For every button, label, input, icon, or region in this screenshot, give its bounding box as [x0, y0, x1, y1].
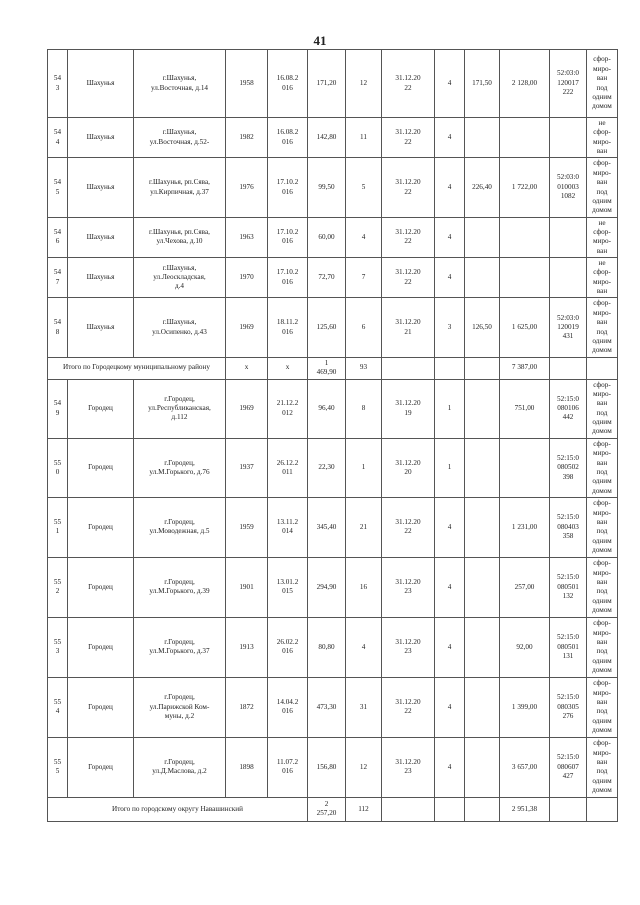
resettlement-date-cell: 31.12.20 22 — [382, 50, 435, 118]
total-label: Итого по городскому округу Навашинский — [48, 797, 308, 821]
land-status-cell: не сфор- миро- ван — [587, 258, 618, 298]
address-cell: г.Городец, ул.Парижской Ком- муны, д.2 — [134, 677, 226, 737]
land-area-cell — [465, 217, 500, 257]
residents-count-cell: 11 — [346, 118, 382, 158]
table-row — [48, 438, 618, 497]
address-cell: г.Шахунья, ул.Восточная, д.52- — [134, 118, 226, 158]
address-cell: г.Городец, ул.Моводежная, д.5 — [134, 497, 226, 557]
stage-cell: 4 — [435, 118, 465, 158]
residents-count-cell: 21 — [346, 497, 382, 557]
build-year-cell: 1976 — [226, 158, 268, 217]
table-row — [48, 677, 618, 737]
cadastral-number-cell: 52:15:0 080502 398 — [550, 438, 587, 497]
table-row — [48, 158, 618, 217]
address-cell: г.Городец, ул.М.Горького, д.39 — [134, 557, 226, 617]
stage-cell: 4 — [435, 217, 465, 257]
residents-count-cell: 12 — [346, 50, 382, 118]
cadastral-number-cell: 52:15:0 080106 442 — [550, 379, 587, 438]
area-cell: 22,30 — [308, 438, 346, 497]
build-year-cell: 1969 — [226, 379, 268, 438]
row-number-cell: 55 2 — [48, 557, 68, 617]
row-number-cell: 54 6 — [48, 217, 68, 257]
land-status-cell: сфор- миро- ван под одним домом — [587, 298, 618, 357]
cost-cell — [500, 258, 550, 298]
empty-cell — [382, 357, 435, 379]
area-cell: 142,80 — [308, 118, 346, 158]
address-cell: г.Городец, ул.Республиканская, д.112 — [134, 379, 226, 438]
municipality-cell: Шахунья — [68, 158, 134, 217]
stage-cell: 1 — [435, 379, 465, 438]
build-year-cell: 1913 — [226, 617, 268, 677]
resettlement-date-cell: 31.12.20 19 — [382, 379, 435, 438]
resettlement-date-cell: 31.12.20 22 — [382, 677, 435, 737]
empty-cell — [465, 797, 500, 821]
land-area-cell — [465, 737, 500, 797]
stage-cell: 4 — [435, 617, 465, 677]
resettlement-date-cell: 31.12.20 23 — [382, 617, 435, 677]
row-number-cell: 55 0 — [48, 438, 68, 497]
address-cell: г.Шахунья, рп.Сява, ул.Чехова, д.10 — [134, 217, 226, 257]
land-area-cell — [465, 258, 500, 298]
land-area-cell: 171,50 — [465, 50, 500, 118]
land-area-cell — [465, 438, 500, 497]
municipality-cell: Городец — [68, 737, 134, 797]
subtotal-date-cell: х — [268, 357, 308, 379]
total-cost-cell: 2 951,38 — [500, 797, 550, 821]
cadastral-number-cell: 52:15:0 080501 131 — [550, 617, 587, 677]
land-status-cell: не сфор- миро- ван — [587, 118, 618, 158]
cadastral-number-cell: 52:03:0 010003 1082 — [550, 158, 587, 217]
land-status-cell: не сфор- миро- ван — [587, 217, 618, 257]
area-cell: 60,00 — [308, 217, 346, 257]
cadastral-number-cell: 52:15:0 080501 132 — [550, 557, 587, 617]
land-status-cell: сфор- миро- ван под одним домом — [587, 50, 618, 118]
area-cell: 80,80 — [308, 617, 346, 677]
address-cell: г.Городец, ул.Д.Маслова, д.2 — [134, 737, 226, 797]
table-row — [48, 497, 618, 557]
municipality-cell: Шахунья — [68, 217, 134, 257]
row-number-cell: 55 1 — [48, 497, 68, 557]
subtotal-label: Итого по Городецкому муниципальному району — [48, 357, 226, 379]
residents-count-cell: 6 — [346, 298, 382, 357]
empty-cell — [435, 357, 465, 379]
empty-cell — [435, 797, 465, 821]
empty-cell — [550, 797, 587, 821]
land-status-cell: сфор- миро- ван под одним домом — [587, 438, 618, 497]
empty-cell — [382, 797, 435, 821]
row-number-cell: 54 4 — [48, 118, 68, 158]
cadastral-number-cell — [550, 118, 587, 158]
cost-cell: 1 625,00 — [500, 298, 550, 357]
total-row — [48, 797, 618, 821]
area-cell: 156,80 — [308, 737, 346, 797]
land-area-cell — [465, 677, 500, 737]
empty-cell — [465, 357, 500, 379]
recognition-date-cell: 13.11.2 014 — [268, 497, 308, 557]
municipality-cell: Городец — [68, 617, 134, 677]
cost-cell: 2 128,00 — [500, 50, 550, 118]
stage-cell: 4 — [435, 50, 465, 118]
residents-count-cell: 1 — [346, 438, 382, 497]
resettlement-date-cell: 31.12.20 22 — [382, 217, 435, 257]
cost-cell: 92,00 — [500, 617, 550, 677]
land-area-cell — [465, 118, 500, 158]
residents-count-cell: 31 — [346, 677, 382, 737]
stage-cell: 1 — [435, 438, 465, 497]
recognition-date-cell: 17.10.2 016 — [268, 217, 308, 257]
table-row — [48, 617, 618, 677]
cadastral-number-cell: 52:03:0 120019 431 — [550, 298, 587, 357]
residents-count-cell: 7 — [346, 258, 382, 298]
empty-cell — [587, 797, 618, 821]
land-status-cell: сфор- миро- ван под одним домом — [587, 379, 618, 438]
cost-cell — [500, 118, 550, 158]
cadastral-number-cell: 52:03:0 120017 222 — [550, 50, 587, 118]
land-status-cell: сфор- миро- ван под одним домом — [587, 737, 618, 797]
build-year-cell: 1970 — [226, 258, 268, 298]
subtotal-year-cell: х — [226, 357, 268, 379]
address-cell: г.Шахунья, ул.Леоскладская, д.4 — [134, 258, 226, 298]
residents-count-cell: 5 — [346, 158, 382, 217]
recognition-date-cell: 18.11.2 016 — [268, 298, 308, 357]
build-year-cell: 1969 — [226, 298, 268, 357]
cost-cell: 1 722,00 — [500, 158, 550, 217]
recognition-date-cell: 17.10.2 016 — [268, 158, 308, 217]
row-number-cell: 55 3 — [48, 617, 68, 677]
build-year-cell: 1901 — [226, 557, 268, 617]
area-cell: 171,20 — [308, 50, 346, 118]
recognition-date-cell: 21.12.2 012 — [268, 379, 308, 438]
residents-count-cell: 8 — [346, 379, 382, 438]
land-area-cell — [465, 617, 500, 677]
page-number: 41 — [313, 33, 327, 48]
cost-cell — [500, 438, 550, 497]
housing-register-table — [47, 49, 618, 822]
cost-cell: 751,00 — [500, 379, 550, 438]
resettlement-date-cell: 31.12.20 23 — [382, 557, 435, 617]
area-cell: 99,50 — [308, 158, 346, 217]
municipality-cell: Городец — [68, 677, 134, 737]
area-cell: 96,40 — [308, 379, 346, 438]
cost-cell — [500, 217, 550, 257]
cadastral-number-cell: 52:15:0 080403 358 — [550, 497, 587, 557]
stage-cell: 4 — [435, 557, 465, 617]
row-number-cell: 54 8 — [48, 298, 68, 357]
empty-cell — [587, 357, 618, 379]
table-row — [48, 737, 618, 797]
residents-count-cell: 4 — [346, 217, 382, 257]
address-cell: г.Городец, ул.М.Горького, д.37 — [134, 617, 226, 677]
stage-cell: 4 — [435, 258, 465, 298]
stage-cell: 3 — [435, 298, 465, 357]
land-area-cell: 226,40 — [465, 158, 500, 217]
address-cell: г.Шахунья, ул.Осипенко, д.43 — [134, 298, 226, 357]
cost-cell: 1 399,00 — [500, 677, 550, 737]
table-row — [48, 50, 618, 118]
recognition-date-cell: 11.07.2 016 — [268, 737, 308, 797]
resettlement-date-cell: 31.12.20 23 — [382, 737, 435, 797]
stage-cell: 4 — [435, 497, 465, 557]
address-cell: г.Шахунья, ул.Восточная, д.14 — [134, 50, 226, 118]
land-area-cell: 126,50 — [465, 298, 500, 357]
build-year-cell: 1982 — [226, 118, 268, 158]
subtotal-row — [48, 357, 618, 379]
build-year-cell: 1898 — [226, 737, 268, 797]
land-area-cell — [465, 557, 500, 617]
resettlement-date-cell: 31.12.20 22 — [382, 118, 435, 158]
land-status-cell: сфор- миро- ван под одним домом — [587, 557, 618, 617]
land-status-cell: сфор- миро- ван под одним домом — [587, 677, 618, 737]
row-number-cell: 55 5 — [48, 737, 68, 797]
area-cell: 294,90 — [308, 557, 346, 617]
resettlement-date-cell: 31.12.20 22 — [382, 158, 435, 217]
municipality-cell: Шахунья — [68, 118, 134, 158]
residents-count-cell: 12 — [346, 737, 382, 797]
row-number-cell: 54 3 — [48, 50, 68, 118]
table-row — [48, 217, 618, 257]
build-year-cell: 1959 — [226, 497, 268, 557]
cadastral-number-cell: 52:15:0 080607 427 — [550, 737, 587, 797]
build-year-cell: 1937 — [226, 438, 268, 497]
land-area-cell — [465, 497, 500, 557]
resettlement-date-cell: 31.12.20 21 — [382, 298, 435, 357]
subtotal-cost-cell: 7 387,00 — [500, 357, 550, 379]
municipality-cell: Городец — [68, 379, 134, 438]
municipality-cell: Шахунья — [68, 50, 134, 118]
subtotal-area-cell: 1 469,90 — [308, 357, 346, 379]
cost-cell: 257,00 — [500, 557, 550, 617]
table-row — [48, 298, 618, 357]
recognition-date-cell: 26.02.2 016 — [268, 617, 308, 677]
cadastral-number-cell: 52:15:0 080305 276 — [550, 677, 587, 737]
subtotal-residents-cell: 93 — [346, 357, 382, 379]
row-number-cell: 54 5 — [48, 158, 68, 217]
table-row — [48, 258, 618, 298]
empty-cell — [550, 357, 587, 379]
table-row — [48, 118, 618, 158]
build-year-cell: 1958 — [226, 50, 268, 118]
cadastral-number-cell — [550, 258, 587, 298]
row-number-cell: 55 4 — [48, 677, 68, 737]
area-cell: 72,70 — [308, 258, 346, 298]
area-cell: 345,40 — [308, 497, 346, 557]
table-row — [48, 557, 618, 617]
resettlement-date-cell: 31.12.20 22 — [382, 258, 435, 298]
recognition-date-cell: 17.10.2 016 — [268, 258, 308, 298]
build-year-cell: 1963 — [226, 217, 268, 257]
total-area-cell: 2 257,20 — [308, 797, 346, 821]
cost-cell: 1 231,00 — [500, 497, 550, 557]
stage-cell: 4 — [435, 158, 465, 217]
land-status-cell: сфор- миро- ван под одним домом — [587, 617, 618, 677]
municipality-cell: Городец — [68, 557, 134, 617]
land-area-cell — [465, 379, 500, 438]
land-status-cell: сфор- миро- ван под одним домом — [587, 497, 618, 557]
table-row — [48, 379, 618, 438]
total-residents-cell: 112 — [346, 797, 382, 821]
stage-cell: 4 — [435, 677, 465, 737]
municipality-cell: Шахунья — [68, 298, 134, 357]
cost-cell: 3 657,00 — [500, 737, 550, 797]
municipality-cell: Шахунья — [68, 258, 134, 298]
recognition-date-cell: 16.08.2 016 — [268, 118, 308, 158]
stage-cell: 4 — [435, 737, 465, 797]
recognition-date-cell: 14.04.2 016 — [268, 677, 308, 737]
row-number-cell: 54 9 — [48, 379, 68, 438]
row-number-cell: 54 7 — [48, 258, 68, 298]
recognition-date-cell: 13.01.2 015 — [268, 557, 308, 617]
residents-count-cell: 16 — [346, 557, 382, 617]
resettlement-date-cell: 31.12.20 22 — [382, 497, 435, 557]
cadastral-number-cell — [550, 217, 587, 257]
area-cell: 473,30 — [308, 677, 346, 737]
recognition-date-cell: 16.08.2 016 — [268, 50, 308, 118]
address-cell: г.Шахунья, рп.Сява, ул.Кирпичная, д.37 — [134, 158, 226, 217]
build-year-cell: 1872 — [226, 677, 268, 737]
area-cell: 125,60 — [308, 298, 346, 357]
resettlement-date-cell: 31.12.20 20 — [382, 438, 435, 497]
municipality-cell: Городец — [68, 497, 134, 557]
address-cell: г.Городец, ул.М.Горького, д.76 — [134, 438, 226, 497]
residents-count-cell: 4 — [346, 617, 382, 677]
recognition-date-cell: 26.12.2 011 — [268, 438, 308, 497]
land-status-cell: сфор- миро- ван под одним домом — [587, 158, 618, 217]
municipality-cell: Городец — [68, 438, 134, 497]
